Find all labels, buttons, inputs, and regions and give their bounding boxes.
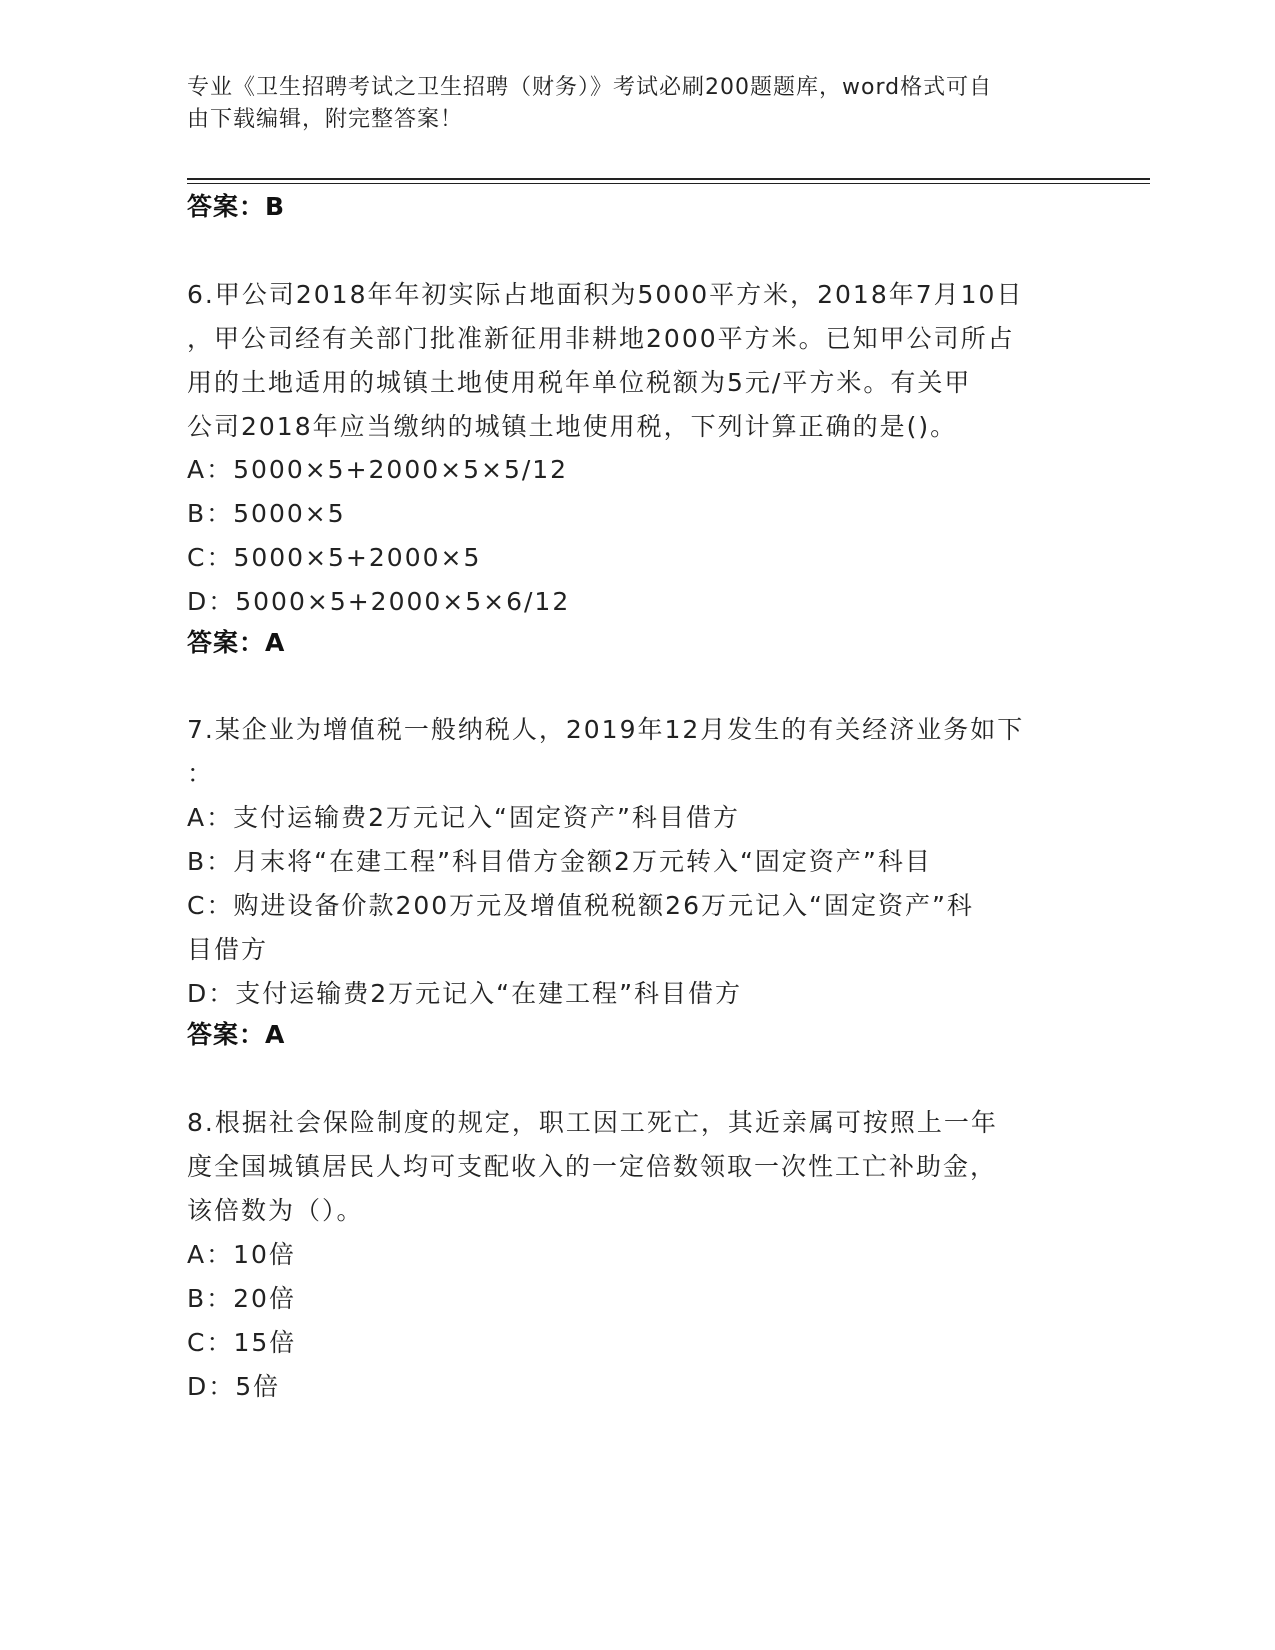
header-line-1: 专业《卫生招聘考试之卫生招聘（财务）》考试必刷200题题库，word格式可自 <box>187 75 993 100</box>
q7-option-c-line-2: 目借方 <box>187 935 269 964</box>
q8-option-a: A：10倍 <box>187 1240 296 1269</box>
q8-stem-line-3: 该倍数为（）。 <box>187 1196 364 1225</box>
q8-stem-line-2: 度全国城镇居民人均可支配收入的一定倍数领取一次性工亡补助金， <box>187 1152 998 1181</box>
q6-option-c: C：5000×5+2000×5 <box>187 543 482 572</box>
document-header <box>187 72 1087 136</box>
q8-stem-line-1: 8.根据社会保险制度的规定，职工因工死亡，其近亲属可按照上一年 <box>187 1108 998 1137</box>
q7-stem-line-2: ： <box>187 759 215 788</box>
q6-option-b: B：5000×5 <box>187 499 346 528</box>
q8-option-b: B：20倍 <box>187 1284 296 1313</box>
q7-option-b: B：月末将“在建工程”科目借方金额2万元转入“固定资产”科目 <box>187 847 932 876</box>
q7-option-a: A：支付运输费2万元记入“固定资产”科目借方 <box>187 803 740 832</box>
q6-stem-line-1: 6.甲公司2018年年初实际占地面积为5000平方米，2018年7月10日 <box>187 280 1024 309</box>
q6-stem-line-2: ，甲公司经有关部门批准新征用非耕地2000平方米。已知甲公司所占 <box>187 324 1015 353</box>
q7-option-c-line-1: C：购进设备价款200万元及增值税税额26万元记入“固定资产”科 <box>187 891 974 920</box>
q7-stem-line-1: 7.某企业为增值税一般纳税人，2019年12月发生的有关经济业务如下 <box>187 715 1025 744</box>
answer-q6: 答案：A <box>187 628 286 657</box>
q7-option-d: D：支付运输费2万元记入“在建工程”科目借方 <box>187 979 743 1008</box>
q6-option-d: D：5000×5+2000×5×6/12 <box>187 587 571 616</box>
header-line-2: 由下载编辑，附完整答案！ <box>187 107 464 132</box>
header-divider-thin <box>187 183 1150 184</box>
answer-q7: 答案：A <box>187 1020 286 1049</box>
q6-option-a: A：5000×5+2000×5×5/12 <box>187 455 569 484</box>
header-divider-thick <box>187 178 1150 180</box>
q6-stem-line-4: 公司2018年应当缴纳的城镇土地使用税，下列计算正确的是()。 <box>187 412 958 441</box>
q8-option-c: C：15倍 <box>187 1328 297 1357</box>
q8-option-d: D：5倍 <box>187 1372 281 1401</box>
q6-stem-line-3: 用的土地适用的城镇土地使用税年单位税额为5元/平方米。有关甲 <box>187 368 972 397</box>
answer-q5: 答案：B <box>187 192 286 221</box>
